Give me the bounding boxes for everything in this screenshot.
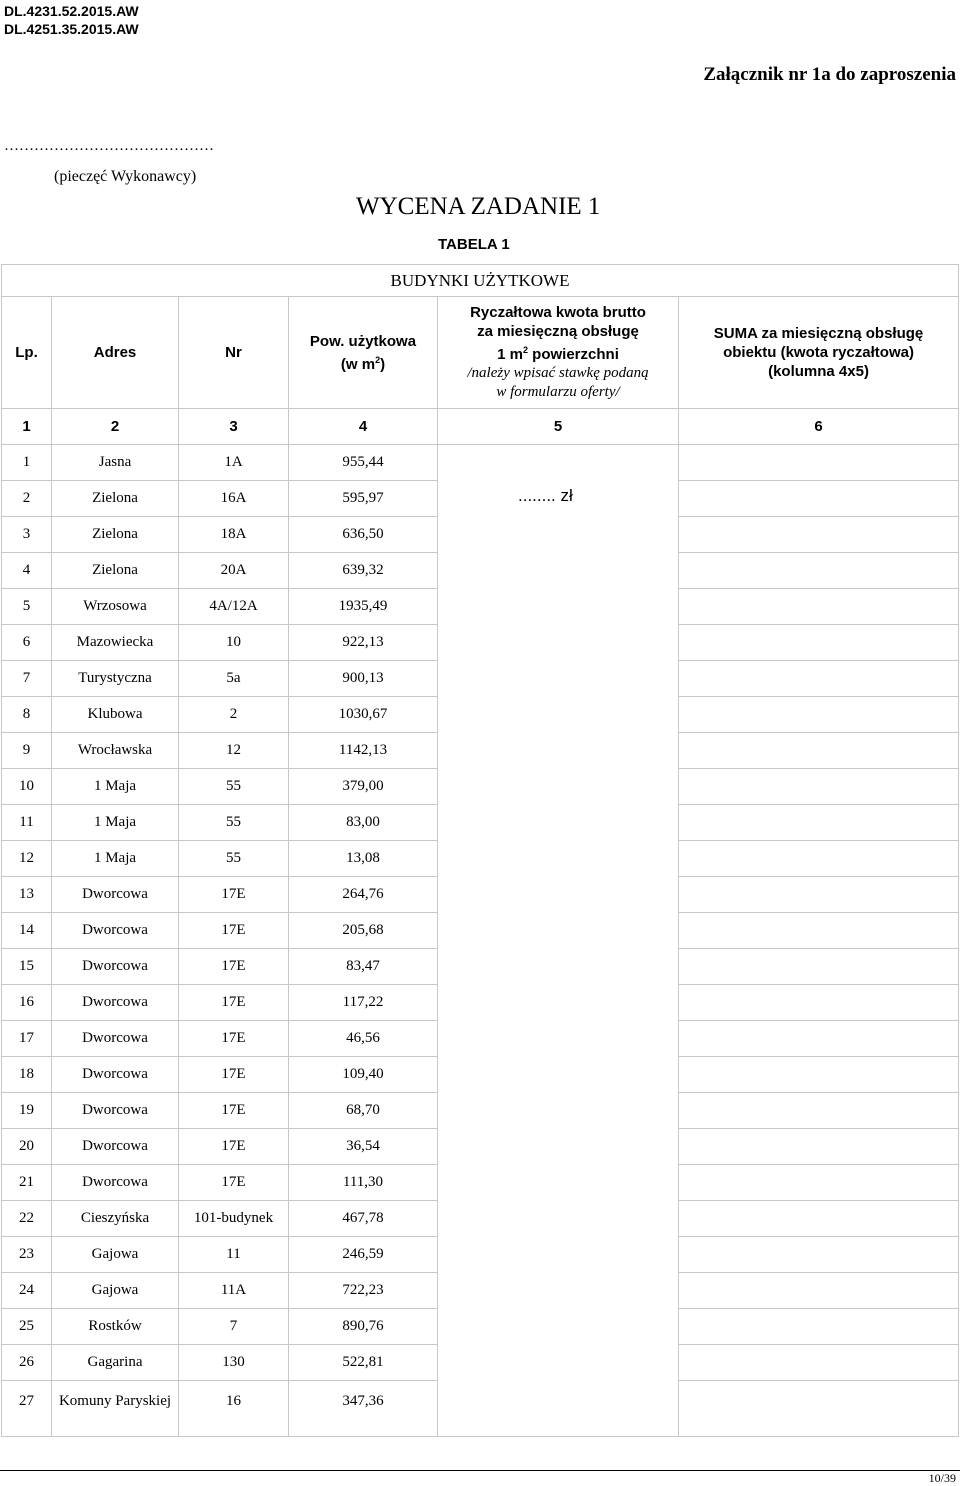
cell-adres: Gagarina — [52, 1345, 179, 1381]
cell-pow: 1030,67 — [289, 697, 438, 733]
header-rycz — [438, 297, 679, 409]
cell-nr: 17E — [179, 1021, 289, 1057]
col-number-3-label: 3 — [229, 418, 238, 435]
header-adres-label: Adres — [93, 344, 137, 361]
cell-nr: 17E — [179, 1165, 289, 1201]
sum-cell[interactable] — [679, 913, 959, 949]
header-pow — [289, 297, 438, 409]
page-number: 10/39 — [928, 1471, 956, 1485]
header-suma-line1: SUMA za miesięczną obsługę — [713, 325, 924, 342]
header-rycz-sup: 2 — [523, 345, 529, 355]
cell-adres: Gajowa — [52, 1237, 179, 1273]
header-pow-line2 — [289, 351, 437, 374]
cell-adres: Cieszyńska — [52, 1201, 179, 1237]
cell-nr: 17E — [179, 877, 289, 913]
cell-lp: 20 — [2, 1129, 52, 1165]
cell-pow: 246,59 — [289, 1237, 438, 1273]
band-row — [2, 265, 959, 297]
sum-cell[interactable] — [679, 1273, 959, 1309]
col-number-1-label: 1 — [22, 418, 31, 435]
cell-pow: 379,00 — [289, 769, 438, 805]
sum-cell[interactable] — [679, 841, 959, 877]
cell-adres: Rostków — [52, 1309, 179, 1345]
cell-lp: 11 — [2, 805, 52, 841]
cell-adres: Dworcowa — [52, 985, 179, 1021]
col-number-1 — [2, 409, 52, 445]
cell-nr: 17E — [179, 1057, 289, 1093]
cell-pow: 347,36 — [289, 1381, 438, 1437]
pricing-table — [1, 264, 959, 1437]
header-pow-sup: 2 — [375, 354, 381, 365]
cell-adres: Dworcowa — [52, 1021, 179, 1057]
cell-adres: Jasna — [52, 445, 179, 481]
header-lp — [2, 297, 52, 409]
cell-pow: 639,32 — [289, 553, 438, 589]
header-pow-unit: (w m — [340, 355, 376, 373]
col-number-2 — [52, 409, 179, 445]
sum-cell[interactable] — [679, 1237, 959, 1273]
header-rycz-line1: Ryczałtowa kwota brutto — [470, 304, 646, 321]
cell-lp: 4 — [2, 553, 52, 589]
header-suma — [679, 297, 959, 409]
col-number-4 — [289, 409, 438, 445]
cell-lp: 6 — [2, 625, 52, 661]
cell-adres: Zielona — [52, 517, 179, 553]
sum-cell[interactable] — [679, 1381, 959, 1437]
rate-input-cell[interactable] — [438, 445, 679, 1437]
sum-cell[interactable] — [679, 1201, 959, 1237]
table-row — [2, 445, 959, 481]
header-nr — [179, 297, 289, 409]
cell-nr: 17E — [179, 949, 289, 985]
stamp-label: (pieczęć Wykonawcy) — [54, 168, 197, 185]
sum-cell[interactable] — [679, 625, 959, 661]
cell-lp: 26 — [2, 1345, 52, 1381]
header-pow-line1: Pow. użytkowa — [309, 332, 417, 350]
table-subtitle: TABELA 1 — [438, 236, 510, 253]
cell-pow: 636,50 — [289, 517, 438, 553]
cell-lp: 27 — [2, 1381, 52, 1437]
cell-pow: 955,44 — [289, 445, 438, 481]
cell-nr: 101-budynek — [179, 1201, 289, 1237]
cell-lp: 9 — [2, 733, 52, 769]
cell-lp: 10 — [2, 769, 52, 805]
cell-adres: Dworcowa — [52, 877, 179, 913]
sum-cell[interactable] — [679, 1093, 959, 1129]
cell-pow: 46,56 — [289, 1021, 438, 1057]
cell-nr: 20A — [179, 553, 289, 589]
header-nr-label: Nr — [225, 344, 242, 361]
cell-pow: 467,78 — [289, 1201, 438, 1237]
cell-nr: 17E — [179, 913, 289, 949]
col-number-5-label: 5 — [553, 418, 563, 435]
stamp-dotted-line: …………………………………… — [4, 138, 214, 154]
cell-adres: 1 Maja — [52, 805, 179, 841]
col-number-5 — [438, 409, 679, 445]
sum-cell[interactable] — [679, 733, 959, 769]
header-suma-line3: (kolumna 4x5) — [768, 363, 869, 380]
cell-lp: 22 — [2, 1201, 52, 1237]
cell-lp: 24 — [2, 1273, 52, 1309]
cell-lp: 5 — [2, 589, 52, 625]
cell-lp: 7 — [2, 661, 52, 697]
header-rycz-note2: w formularzu oferty/ — [496, 384, 620, 400]
column-number-row — [2, 409, 959, 445]
cell-nr: 2 — [179, 697, 289, 733]
cell-adres: Dworcowa — [52, 1129, 179, 1165]
cell-nr: 55 — [179, 769, 289, 805]
header-row — [2, 297, 959, 409]
cell-pow: 13,08 — [289, 841, 438, 877]
sum-cell[interactable] — [679, 877, 959, 913]
cell-pow: 1935,49 — [289, 589, 438, 625]
header-rycz-line2: za miesięczną obsługę — [477, 323, 639, 340]
cell-adres: Dworcowa — [52, 913, 179, 949]
sum-cell[interactable] — [679, 1021, 959, 1057]
col-number-2-label: 2 — [110, 418, 120, 435]
cell-lp: 19 — [2, 1093, 52, 1129]
header-rycz-area: powierzchni — [528, 346, 619, 363]
sum-cell[interactable] — [679, 1309, 959, 1345]
footer-divider — [0, 1470, 960, 1471]
cell-pow: 1142,13 — [289, 733, 438, 769]
cell-pow: 522,81 — [289, 1345, 438, 1381]
page-title: WYCENA ZADANIE 1 — [356, 193, 601, 220]
cell-nr: 11A — [179, 1273, 289, 1309]
band-cell — [2, 265, 959, 297]
sum-cell[interactable] — [679, 661, 959, 697]
cell-nr: 5a — [179, 661, 289, 697]
cell-lp: 17 — [2, 1021, 52, 1057]
header-rycz-note1: /należy wpisać stawkę podaną — [467, 365, 649, 381]
cell-nr: 1A — [179, 445, 289, 481]
cell-adres: Dworcowa — [52, 1165, 179, 1201]
cell-nr: 55 — [179, 841, 289, 877]
cell-adres: Komuny Paryskiej — [52, 1381, 179, 1437]
cell-adres: Gajowa — [52, 1273, 179, 1309]
cell-pow: 722,23 — [289, 1273, 438, 1309]
header-suma-line2: obiektu (kwota ryczałtowa) — [723, 344, 914, 361]
cell-adres: Dworcowa — [52, 1093, 179, 1129]
cell-nr: 17E — [179, 985, 289, 1021]
sum-cell[interactable] — [679, 949, 959, 985]
attachment-label: Załącznik nr 1a do zaproszenia — [703, 64, 956, 85]
col-number-4-label: 4 — [358, 418, 368, 435]
cell-adres: Dworcowa — [52, 1057, 179, 1093]
cell-nr: 55 — [179, 805, 289, 841]
cell-pow: 83,00 — [289, 805, 438, 841]
sum-cell[interactable] — [679, 481, 959, 517]
cell-adres: Wrocławska — [52, 733, 179, 769]
sum-cell[interactable] — [679, 769, 959, 805]
cell-adres: 1 Maja — [52, 769, 179, 805]
cell-nr: 17E — [179, 1129, 289, 1165]
cell-nr: 130 — [179, 1345, 289, 1381]
cell-lp: 25 — [2, 1309, 52, 1345]
cell-pow: 36,54 — [289, 1129, 438, 1165]
sum-cell[interactable] — [679, 1165, 959, 1201]
cell-adres: Klubowa — [52, 697, 179, 733]
cell-lp: 18 — [2, 1057, 52, 1093]
cell-nr: 12 — [179, 733, 289, 769]
cell-lp: 16 — [2, 985, 52, 1021]
col-number-6-label: 6 — [814, 418, 823, 435]
cell-adres: Wrzosowa — [52, 589, 179, 625]
header-pow-close: ) — [380, 355, 386, 373]
cell-pow: 900,13 — [289, 661, 438, 697]
cell-adres: 1 Maja — [52, 841, 179, 877]
cell-pow: 109,40 — [289, 1057, 438, 1093]
header-rycz-line3 — [438, 341, 678, 364]
sum-cell[interactable] — [679, 805, 959, 841]
sum-cell[interactable] — [679, 697, 959, 733]
cell-nr: 17E — [179, 1093, 289, 1129]
cell-adres: Dworcowa — [52, 949, 179, 985]
cell-pow: 595,97 — [289, 481, 438, 517]
cell-adres: Zielona — [52, 481, 179, 517]
cell-pow: 68,70 — [289, 1093, 438, 1129]
band-label: BUDYNKI UŻYTKOWE — [390, 270, 570, 290]
cell-lp: 8 — [2, 697, 52, 733]
cell-pow: 117,22 — [289, 985, 438, 1021]
header-rycz-unit: 1 m — [497, 346, 523, 363]
cell-pow: 890,76 — [289, 1309, 438, 1345]
cell-pow: 922,13 — [289, 625, 438, 661]
cell-lp: 15 — [2, 949, 52, 985]
col-number-6 — [679, 409, 959, 445]
cell-nr: 16 — [179, 1381, 289, 1437]
cell-pow: 205,68 — [289, 913, 438, 949]
cell-lp: 14 — [2, 913, 52, 949]
sum-cell[interactable] — [679, 1057, 959, 1093]
cell-pow: 83,47 — [289, 949, 438, 985]
cell-nr: 7 — [179, 1309, 289, 1345]
cell-nr: 10 — [179, 625, 289, 661]
sum-cell[interactable] — [679, 553, 959, 589]
sum-cell[interactable] — [679, 517, 959, 553]
sum-cell[interactable] — [679, 445, 959, 481]
reference-number-1: DL.4231.52.2015.AW — [4, 3, 139, 19]
col-number-3 — [179, 409, 289, 445]
cell-lp: 13 — [2, 877, 52, 913]
cell-nr: 18A — [179, 517, 289, 553]
sum-cell[interactable] — [679, 1345, 959, 1381]
cell-lp: 1 — [2, 445, 52, 481]
sum-cell[interactable] — [679, 985, 959, 1021]
cell-lp: 12 — [2, 841, 52, 877]
cell-nr: 16A — [179, 481, 289, 517]
sum-cell[interactable] — [679, 589, 959, 625]
cell-nr: 4A/12A — [179, 589, 289, 625]
header-lp-label: Lp. — [15, 344, 38, 361]
cell-lp: 21 — [2, 1165, 52, 1201]
cell-pow: 264,76 — [289, 877, 438, 913]
rate-placeholder: ........ zł — [518, 486, 573, 505]
cell-lp: 23 — [2, 1237, 52, 1273]
cell-adres: Zielona — [52, 553, 179, 589]
cell-nr: 11 — [179, 1237, 289, 1273]
reference-number-2: DL.4251.35.2015.AW — [4, 21, 139, 37]
cell-adres: Turystyczna — [52, 661, 179, 697]
cell-lp: 3 — [2, 517, 52, 553]
header-adres — [52, 297, 179, 409]
sum-cell[interactable] — [679, 1129, 959, 1165]
cell-adres: Mazowiecka — [52, 625, 179, 661]
cell-lp: 2 — [2, 481, 52, 517]
cell-pow: 111,30 — [289, 1165, 438, 1201]
